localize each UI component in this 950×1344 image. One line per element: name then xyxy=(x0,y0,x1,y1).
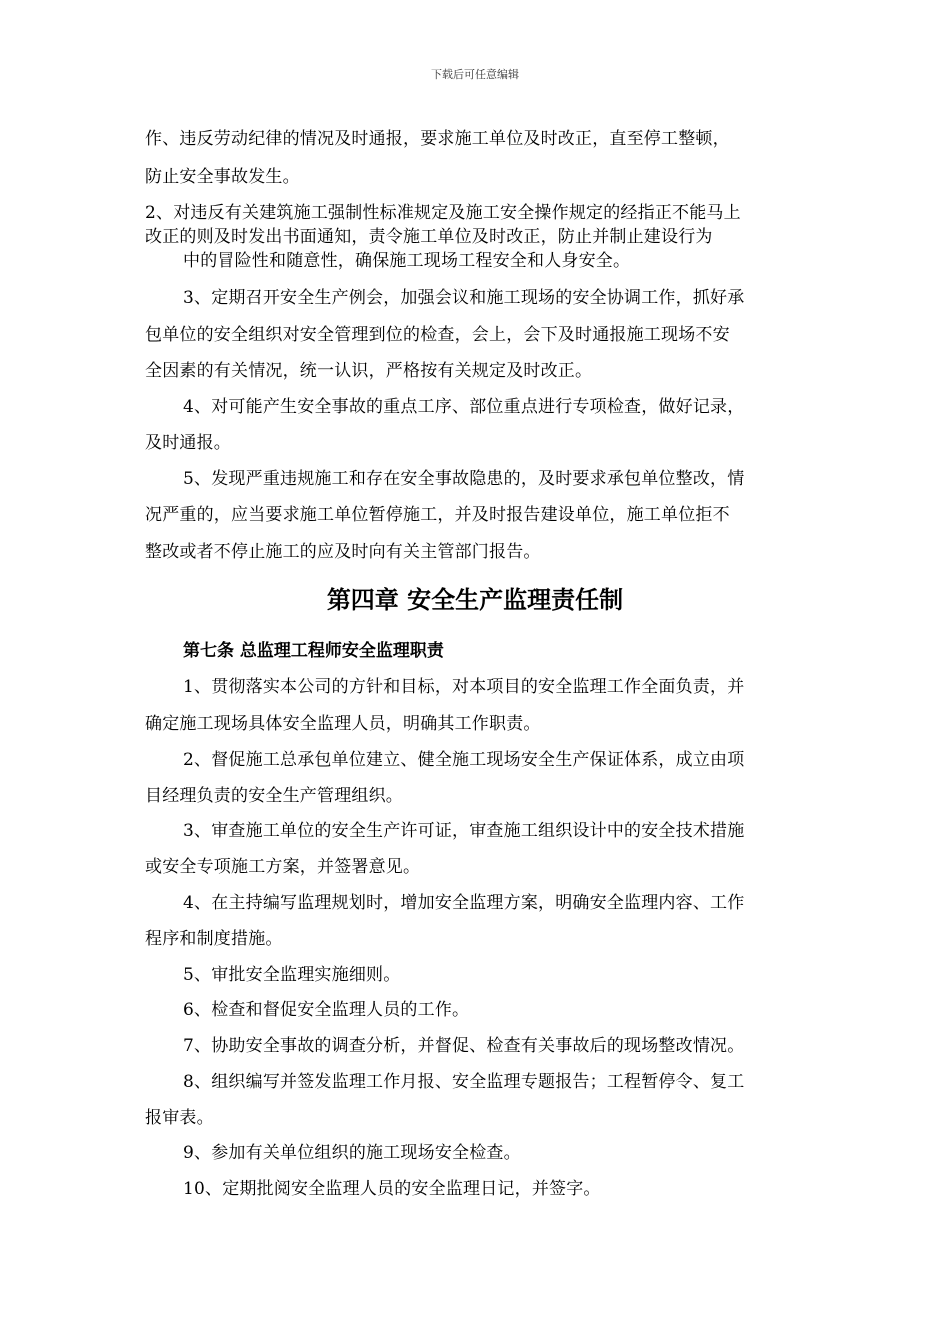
paragraph-line: 全因素的有关情况，统一认识，严格按有关规定及时改正。 xyxy=(145,361,593,381)
paragraph-line: 4、对可能产生安全事故的重点工序、部位重点进行专项检查，做好记录， xyxy=(183,397,745,417)
paragraph-line: 及时通报。 xyxy=(145,433,231,453)
paragraph-line: 防止安全事故发生。 xyxy=(145,167,300,187)
paragraph-line: 2、对违反有关建筑施工强制性标准规定及施工安全操作规定的经指正不能马上 xyxy=(145,203,741,223)
page-header: 下载后可任意编辑 xyxy=(431,68,519,81)
paragraph-line: 3、审查施工单位的安全生产许可证，审查施工组织设计中的安全技术措施 xyxy=(183,821,745,841)
paragraph-line: 5、发现严重违规施工和存在安全事故隐患的，及时要求承包单位整改，情 xyxy=(183,469,745,489)
paragraph-line: 5、审批安全监理实施细则。 xyxy=(183,965,401,985)
chapter-title: 第四章 安全生产监理责任制 xyxy=(326,586,624,614)
paragraph-line: 包单位的安全组织对安全管理到位的检查，会上，会下及时通报施工现场不安 xyxy=(145,325,730,345)
paragraph-line: 4、在主持编写监理规划时，增加安全监理方案，明确安全监理内容、工作 xyxy=(183,893,745,913)
paragraph-line: 整改或者不停止施工的应及时向有关主管部门报告。 xyxy=(145,542,541,562)
paragraph-line: 2、督促施工总承包单位建立、健全施工现场安全生产保证体系，成立由项 xyxy=(183,750,745,770)
paragraph-line: 1、贯彻落实本公司的方针和目标，对本项目的安全监理工作全面负责，并 xyxy=(183,677,745,697)
paragraph-line: 目经理负责的安全生产管理组织。 xyxy=(145,786,403,806)
paragraph-line: 中的冒险性和随意性，确保施工现场工程安全和人身安全。 xyxy=(183,251,631,271)
paragraph-line: 7、协助安全事故的调查分析，并督促、检查有关事故后的现场整改情况。 xyxy=(183,1036,745,1056)
paragraph-line: 程序和制度措施。 xyxy=(145,929,283,949)
paragraph-line: 改正的则及时发出书面通知，责令施工单位及时改正，防止并制止建设行为 xyxy=(145,227,713,247)
paragraph-line: 确定施工现场具体安全监理人员，明确其工作职责。 xyxy=(145,714,541,734)
paragraph-line: 作、违反劳动纪律的情况及时通报，要求施工单位及时改正，直至停工整顿， xyxy=(145,129,730,149)
paragraph-line: 6、检查和督促安全监理人员的工作。 xyxy=(183,1000,470,1020)
paragraph-line: 8、组织编写并签发监理工作月报、安全监理专题报告；工程暂停令、复工 xyxy=(183,1072,745,1092)
paragraph-line: 况严重的，应当要求施工单位暂停施工，并及时报告建设单位，施工单位拒不 xyxy=(145,505,730,525)
paragraph-line: 9、参加有关单位组织的施工现场安全检查。 xyxy=(183,1143,521,1163)
paragraph-line: 3、定期召开安全生产例会，加强会议和施工现场的安全协调工作，抓好承 xyxy=(183,288,745,308)
paragraph-line: 报审表。 xyxy=(145,1108,214,1128)
paragraph-line: 10、定期批阅安全监理人员的安全监理日记，并签字。 xyxy=(183,1179,601,1199)
article-title: 第七条 总监理工程师安全监理职责 xyxy=(183,641,444,661)
paragraph-line: 或安全专项施工方案，并签署意见。 xyxy=(145,857,421,877)
